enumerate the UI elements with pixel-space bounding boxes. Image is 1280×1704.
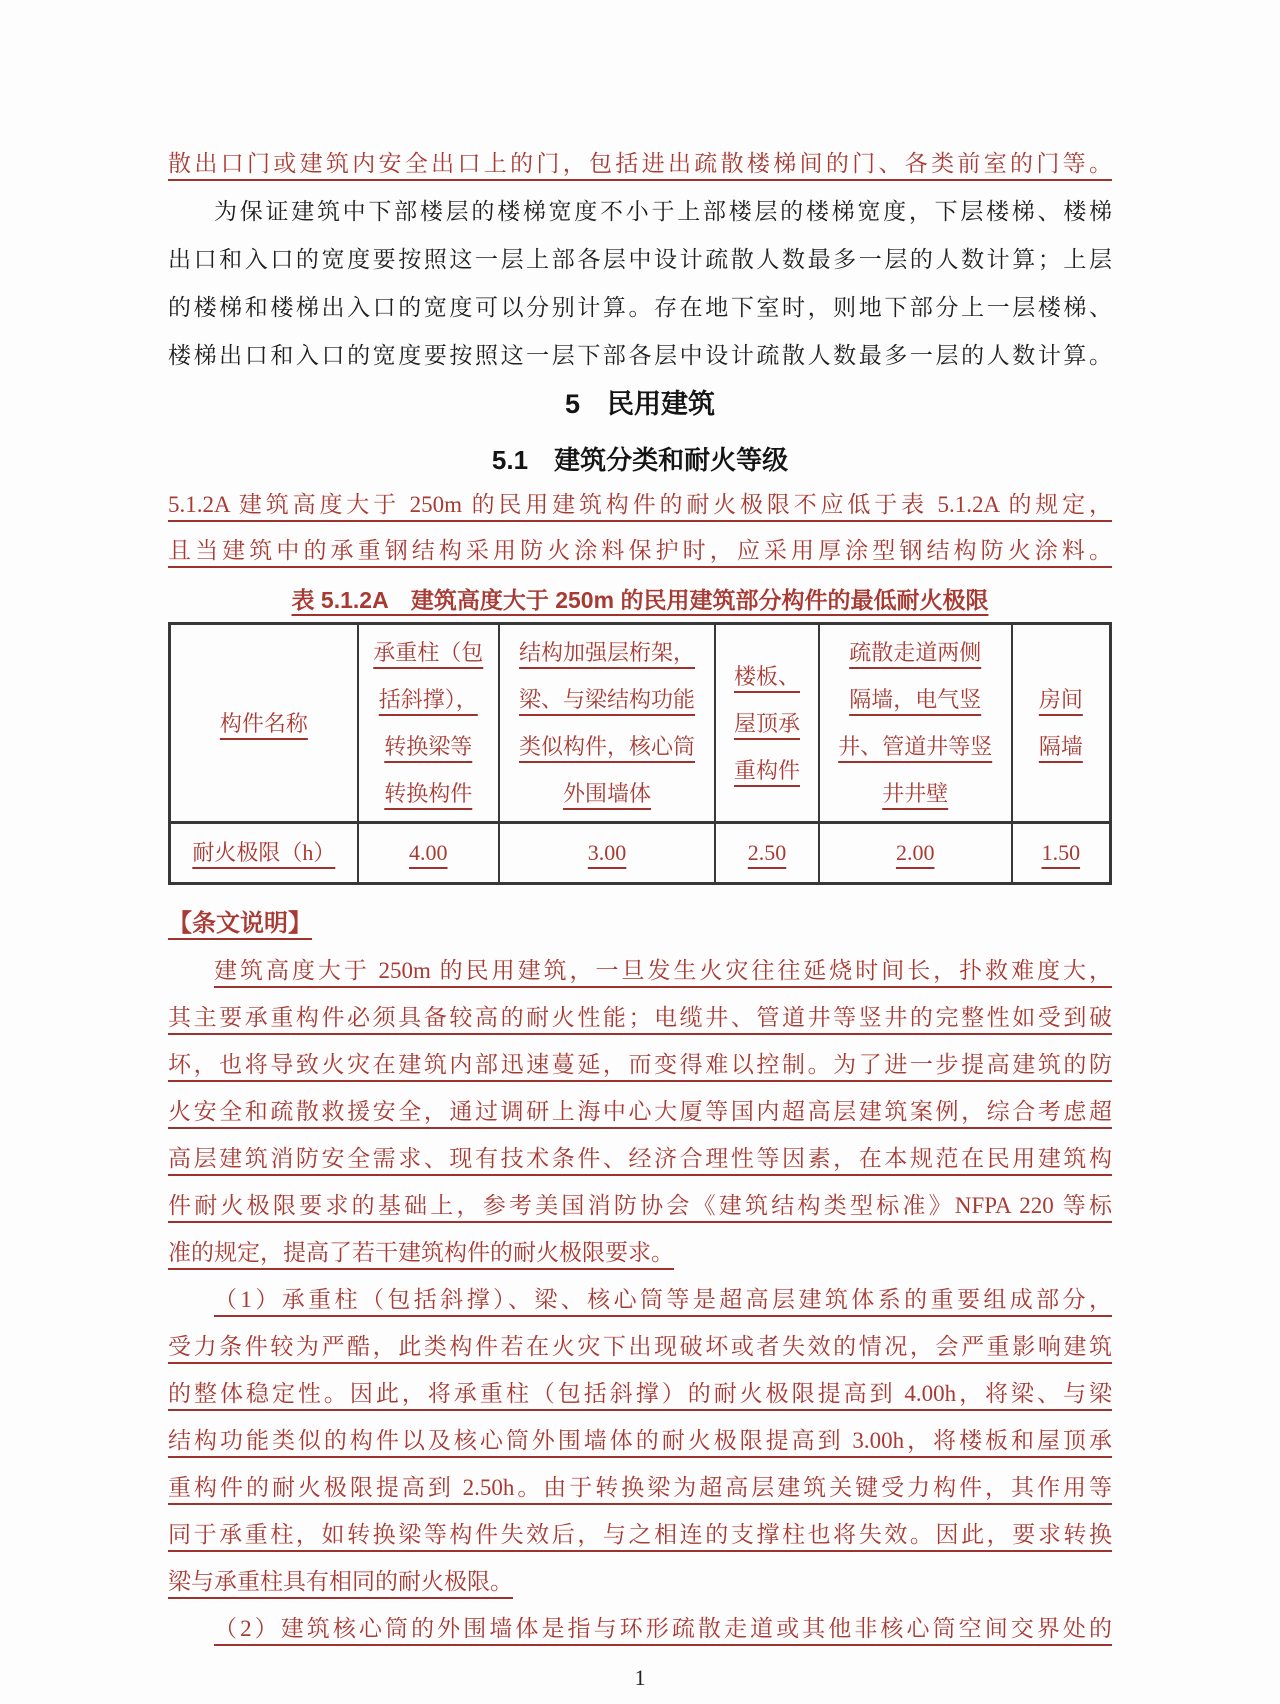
table-cell-value [715,823,819,884]
text-line: 外围墙体 [563,781,652,806]
text-line: （1）承重柱（包括斜撑）、梁、核心筒等是超高层建筑体系的重要组成部分， [214,1287,1112,1312]
text-line: 出口和入口的宽度要按照这一层上部各层中设计疏散人数最多一层的人数计算；上层 [168,247,1112,272]
commentary-paragraph-3 [168,1605,1112,1652]
text-line: 楼梯出口和入口的宽度要按照这一层下部各层中设计疏散人数最多一层的人数计算。 [168,343,1112,368]
text-line: 转换构件 [384,781,473,806]
text-line: 梁、与梁结构功能 [519,687,696,712]
text-line: 建筑高度大于 250m 的民用建筑，一旦发生火灾往往延烧时间长，扑救难度大， [214,958,1112,983]
text-line: 2.00 [895,840,935,865]
text-line: 楼板、 [733,663,800,689]
section-heading: 5.1 建筑分类和耐火等级 [491,445,789,475]
text-line: 括斜撑）， [378,687,478,712]
carryover-text-line: 散出口门或建筑内安全出口上的门，包括进出疏散楼梯间的门、各类前室的门等。 [168,151,1112,176]
text-line: 隔墙，电气竖 [849,687,982,712]
text-line: （2）建筑核心筒的外围墙体是指与环形疏散走道或其他非核心筒空间交界处的 [214,1616,1112,1641]
text-line: 结构加强层桁架， [519,640,696,665]
document-content [168,0,1112,1692]
table-cell-value [358,823,499,884]
text-line: 2.50 [747,840,787,865]
table-cell-value [499,823,715,884]
table-header-row [170,624,1111,823]
text-line: 构件名称 [219,710,308,736]
paragraph-stair-width [168,188,1112,380]
table-header-cell-floor-roof [715,624,819,823]
table-cell-value [819,823,1012,884]
table-header-cell-room-partition [1012,624,1111,823]
text-line: 4.00 [409,840,448,865]
commentary-paragraph-2 [168,1276,1112,1605]
text-line: 转换梁等 [384,734,473,759]
text-line: 房间 [1038,687,1083,712]
text-line: 重构件的耐火极限提高到 2.50h。由于转换梁为超高层建筑关键受力构件，其作用等 [168,1475,1112,1500]
table-cell-value [1012,823,1111,884]
text-line: 5.1.2A 建筑高度大于 250m 的民用建筑构件的耐火极限不应低于表 5.1.2A 的规定， [168,492,1112,517]
text-line: 隔墙 [1038,734,1083,759]
text-line: 1.50 [1041,840,1081,865]
text-line: 且当建筑中的承重钢结构采用防火涂料保护时，应采用厚涂型钢结构防火涂料。 [168,538,1112,563]
table-title: 表 5.1.2A 建筑高度大于 250m 的民用建筑部分构件的最低耐火极限 [291,587,989,613]
text-line: 井井壁 [882,781,949,806]
text-line: 结构功能类似的构件以及核心筒外围墙体的耐火极限提高到 3.00h，将楼板和屋顶承 [168,1428,1113,1453]
text-line: 为保证建筑中下部楼层的楼梯宽度不小于上部楼层的楼梯宽度，下层楼梯、楼梯 [214,199,1112,224]
text-line: 井、管道井等竖 [838,734,993,759]
text-line: 3.00 [587,840,627,865]
table-header-cell-truss-beam-corewall [499,624,715,823]
table-header-cell-component-name [170,624,358,823]
text-line: 类似构件，核心筒 [519,734,696,759]
text-line: 屋顶承 [733,710,800,736]
text-line: 受力条件较为严酷，此类构件若在火灾下出现破坏或者失效的情况，会严重影响建筑 [168,1334,1112,1359]
text-line: 的整体稳定性。因此，将承重柱（包括斜撑）的耐火极限提高到 4.00h，将梁、与梁 [168,1381,1112,1406]
text-line: 其主要承重构件必须具备较高的耐火性能；电缆井、管道井等竖井的完整性如受到破 [168,1005,1112,1030]
text-line: 件耐火极限要求的基础上，参考美国消防协会《建筑结构类型标准》NFPA 220 等标 [168,1193,1112,1218]
text-line: 高层建筑消防安全需求、现有技术条件、经济合理性等因素，在本规范在民用建筑构 [168,1146,1112,1171]
text-line: 准的规定，提高了若干建筑构件的耐火极限要求。 [168,1240,674,1265]
table-data-row [170,823,1111,884]
text-line: 火安全和疏散救援安全，通过调研上海中心大厦等国内超高层建筑案例，综合考虑超 [168,1099,1112,1124]
fire-resistance-table [168,622,1112,885]
text-line: 耐火极限（h） [192,840,336,865]
table-header-cell-load-bearing-columns [358,624,499,823]
text-line: 重构件 [733,757,800,783]
page-number: 1 [634,1665,646,1690]
table-header-cell-corridor-shaft-walls [819,624,1012,823]
text-line: 坏，也将导致火灾在建筑内部迅速蔓延，而变得难以控制。为了进一步提高建筑的防 [168,1052,1112,1077]
commentary-label: 【条文说明】 [168,910,312,937]
commentary-paragraph-1 [168,947,1112,1276]
text-line: 承重柱（包 [373,640,484,665]
text-line: 的楼梯和楼梯出入口的宽度可以分别计算。存在地下室时，则地下部分上一层楼梯、 [168,295,1112,320]
chapter-heading: 5 民用建筑 [564,389,716,419]
table-cell-row-label [170,823,358,884]
clause-5-1-2A [168,482,1112,574]
text-line: 疏散走道两侧 [849,640,982,665]
text-line: 梁与承重柱具有相同的耐火极限。 [168,1569,513,1594]
text-line: 同于承重柱，如转换梁等构件失效后，与之相连的支撑柱也将失效。因此，要求转换 [168,1522,1112,1547]
